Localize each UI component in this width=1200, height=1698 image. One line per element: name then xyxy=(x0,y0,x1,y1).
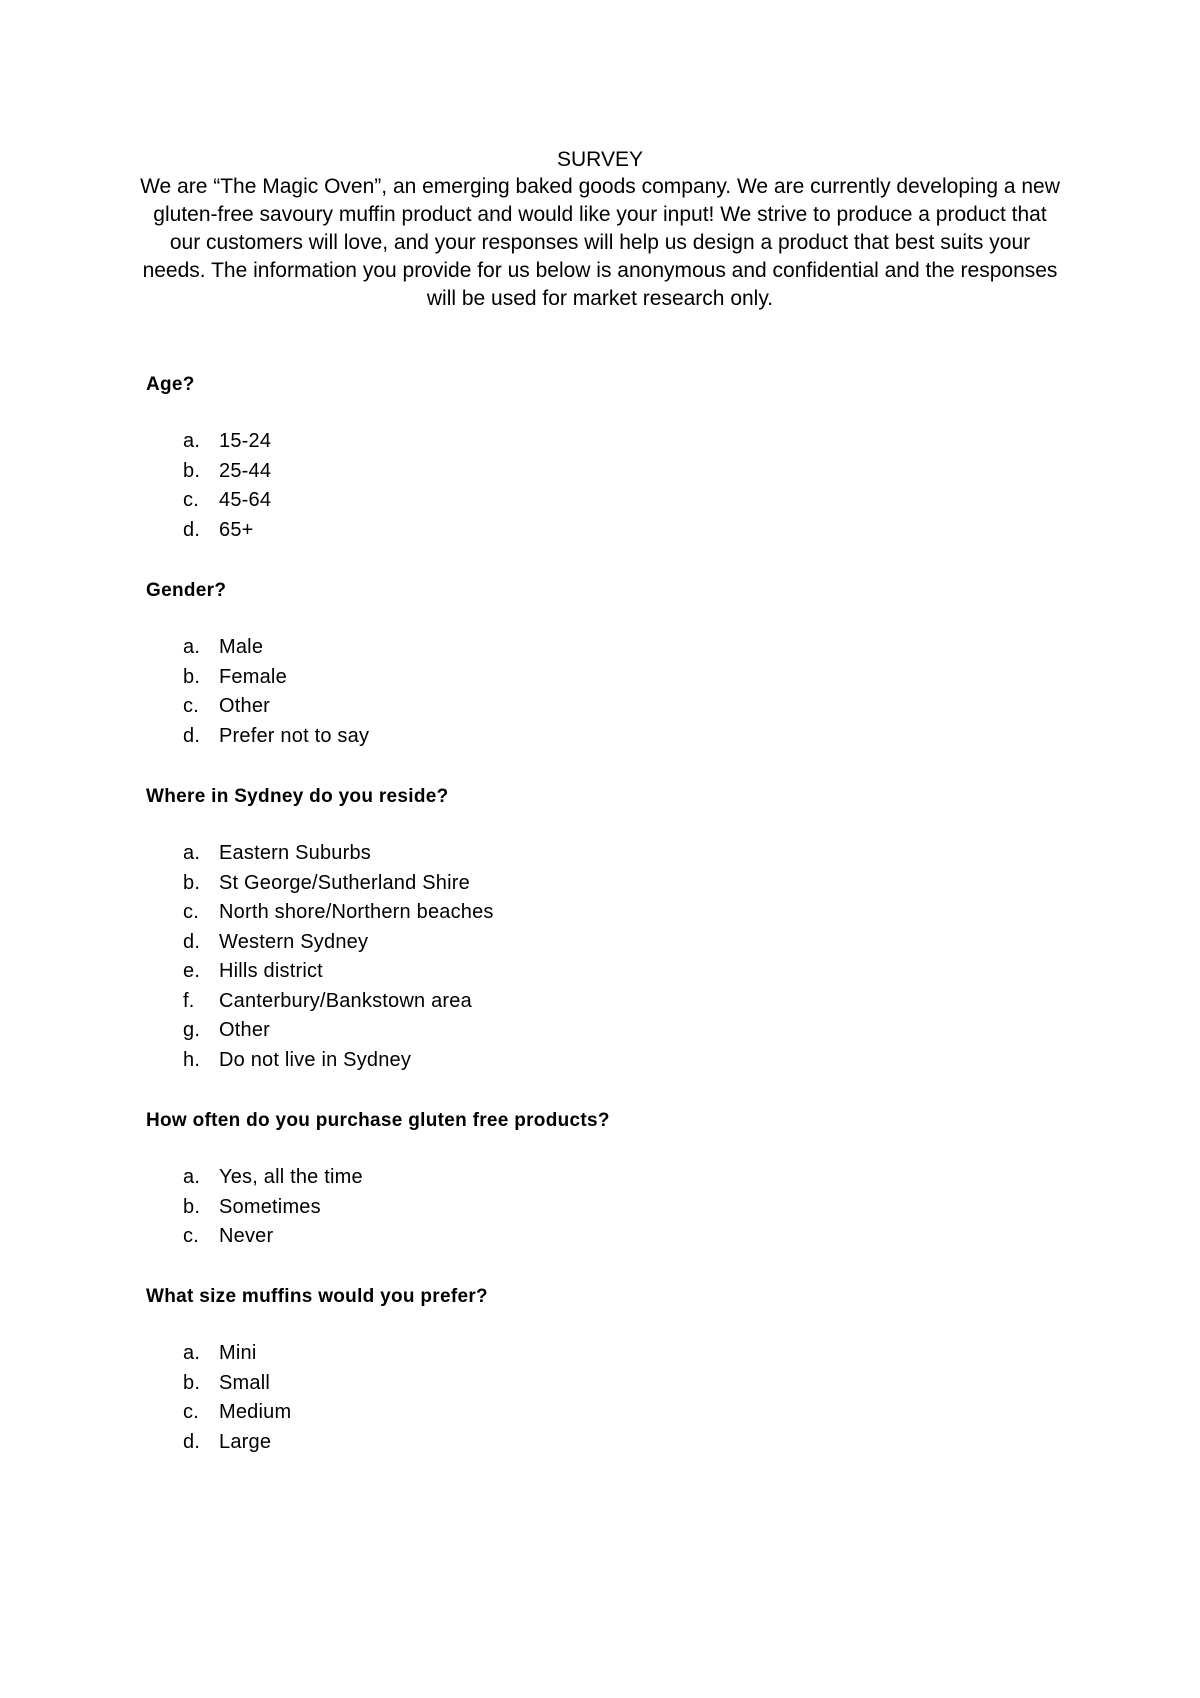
option-letter: b. xyxy=(183,665,201,688)
option-text: Large xyxy=(219,1430,272,1453)
option-letter: a. xyxy=(183,636,201,658)
option-letter: d. xyxy=(183,518,201,541)
question-muffin-size: What size muffins would you prefer? xyxy=(146,1286,488,1307)
option-text: Sometimes xyxy=(219,1195,321,1218)
option-text: Never xyxy=(219,1225,274,1247)
question-residence: Where in Sydney do you reside? xyxy=(146,786,449,807)
option-text: Eastern Suburbs xyxy=(219,842,371,864)
option-letter: c. xyxy=(183,489,199,511)
option-text: Medium xyxy=(219,1401,292,1423)
option-text: 65+ xyxy=(219,518,254,541)
option-text: 45-64 xyxy=(219,489,272,511)
option-text: Hills district xyxy=(219,960,323,982)
option-text: Other xyxy=(219,1019,271,1041)
option-letter: b. xyxy=(183,1371,201,1394)
option-letter: b. xyxy=(183,871,201,894)
survey-title: SURVEY xyxy=(557,148,643,171)
option-letter: d. xyxy=(183,1430,201,1453)
option-letter: a. xyxy=(183,430,201,452)
option-letter: h. xyxy=(183,1048,201,1071)
option-letter: f. xyxy=(183,989,195,1012)
option-letter: d. xyxy=(183,724,201,747)
option-text: St George/Sutherland Shire xyxy=(219,871,470,894)
option-letter: a. xyxy=(183,1342,201,1364)
option-text: Yes, all the time xyxy=(219,1166,363,1188)
option-text: Small xyxy=(219,1371,271,1394)
option-letter: b. xyxy=(183,1195,201,1218)
option-letter: c. xyxy=(183,695,199,717)
survey-intro: We are “The Magic Oven”, an emerging baked goods company. We are currently developing a new gluten-free savoury muffin product and would like your input! We strive to produce a product that our customers will love, and your responses will help us design a product that best suits your needs. The information you provide for us below is anonymous and confidential and the responses will be used for market research only. xyxy=(140,175,1060,310)
option-text: Female xyxy=(219,665,287,688)
option-text: Prefer not to say xyxy=(219,724,370,747)
question-gluten-free-frequency: How often do you purchase gluten free products? xyxy=(146,1110,610,1131)
option-letter: a. xyxy=(183,1166,201,1188)
option-text: North shore/Northern beaches xyxy=(219,901,494,923)
option-letter: c. xyxy=(183,901,199,923)
option-letter: b. xyxy=(183,459,201,482)
option-letter: c. xyxy=(183,1401,199,1423)
option-text: Mini xyxy=(219,1342,257,1364)
option-text: Do not live in Sydney xyxy=(219,1048,412,1071)
question-age: Age? xyxy=(146,374,195,395)
option-letter: d. xyxy=(183,930,201,953)
option-letter: c. xyxy=(183,1225,199,1247)
option-letter: g. xyxy=(183,1019,201,1041)
option-text: 25-44 xyxy=(219,459,272,482)
option-text: Western Sydney xyxy=(219,930,369,953)
option-letter: a. xyxy=(183,842,201,864)
option-letter: e. xyxy=(183,960,201,982)
option-text: Other xyxy=(219,695,271,717)
option-text: 15-24 xyxy=(219,430,272,452)
option-text: Canterbury/Bankstown area xyxy=(219,989,472,1012)
question-gender: Gender? xyxy=(146,580,227,601)
option-text: Male xyxy=(219,636,264,658)
